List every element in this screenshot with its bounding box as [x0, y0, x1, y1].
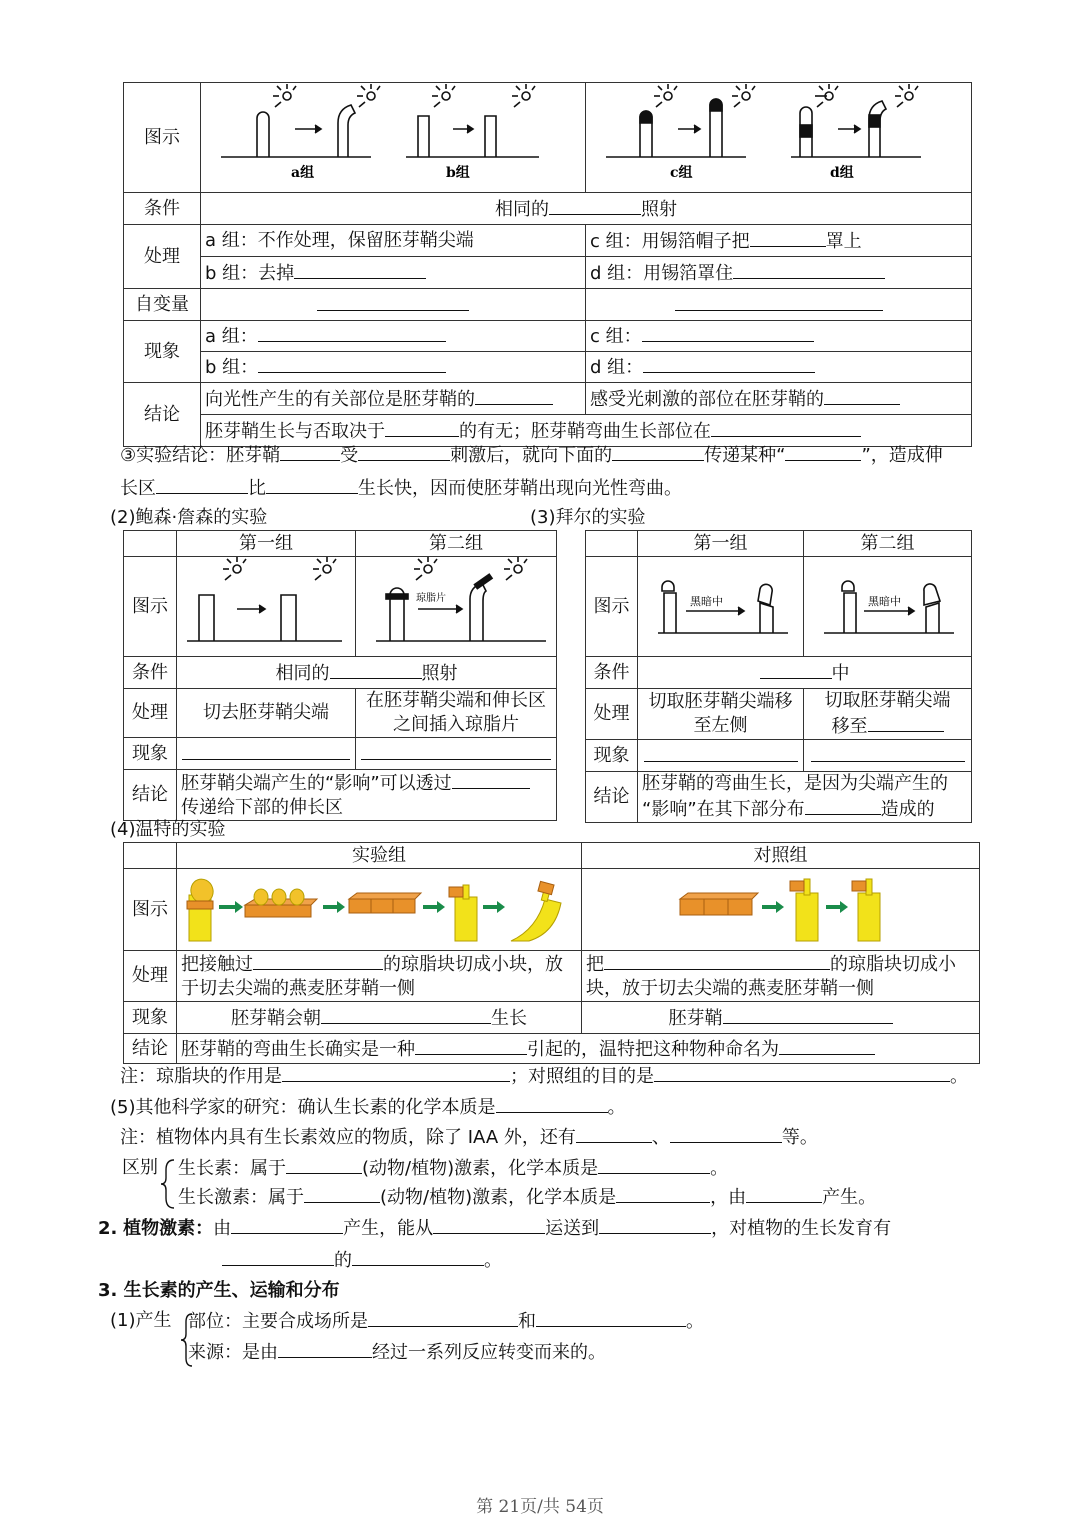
- blank[interactable]: [643, 354, 815, 373]
- blank[interactable]: [156, 475, 248, 494]
- blank[interactable]: [670, 1124, 782, 1143]
- blank[interactable]: [330, 660, 422, 679]
- blank[interactable]: [182, 741, 350, 760]
- went-row-phenomenon: 现象: [124, 1002, 177, 1034]
- went-ctrl-phenomenon: 胚芽鞘: [582, 1002, 980, 1034]
- paal-figure1-svg: [638, 557, 804, 649]
- blank[interactable]: [549, 196, 641, 215]
- paal-treatment2: 切取胚芽鞘尖端 移至: [804, 689, 972, 740]
- difference-label: 区别: [122, 1157, 158, 1178]
- blank[interactable]: [222, 1247, 334, 1266]
- boysen-group1-header: 第一组: [177, 531, 356, 557]
- condition-cell: 相同的 照射: [201, 193, 972, 225]
- treatment-b: b 组：去掉: [201, 257, 586, 289]
- blank[interactable]: [811, 743, 965, 762]
- blank[interactable]: [280, 442, 340, 461]
- went-exp-treatment: 把接触过 的琼脂块切成小块，放 于切去尖端的燕麦胚芽鞘一侧: [177, 951, 582, 1002]
- figure-cd: [586, 83, 972, 193]
- blank[interactable]: [868, 713, 944, 732]
- page-footer: 第 21页/共 54页: [476, 1497, 604, 1517]
- blank[interactable]: [415, 1036, 527, 1055]
- blank[interactable]: [294, 260, 426, 279]
- blank[interactable]: [258, 323, 446, 342]
- paal-row-figure: 图示: [586, 557, 638, 657]
- went-exp-figure: [177, 869, 582, 951]
- paal-figure1: [638, 557, 804, 657]
- blank[interactable]: [746, 1184, 822, 1203]
- section2-line2: 的 。: [222, 1247, 502, 1274]
- conclusion-1: 向光性产生的有关部位是胚芽鞘的: [201, 383, 586, 415]
- blank[interactable]: [452, 770, 530, 789]
- went-exp-header: 实验组: [177, 843, 582, 869]
- group-d-label: d组: [830, 165, 854, 181]
- blank[interactable]: [304, 1184, 380, 1203]
- paal-figure2-svg: [804, 557, 972, 649]
- blank[interactable]: [723, 1005, 893, 1024]
- boysen-row-treatment: 处理: [124, 689, 177, 738]
- blank[interactable]: [536, 1308, 686, 1327]
- blank[interactable]: [278, 1339, 372, 1358]
- went-exp-figure-svg: [177, 869, 582, 943]
- agar-label: 琼脂片: [416, 593, 446, 604]
- paal-title: (3)拜尔的实验: [530, 507, 646, 528]
- boysen-figure1-svg: [177, 557, 356, 649]
- blank[interactable]: [779, 1036, 875, 1055]
- blank[interactable]: [282, 1063, 510, 1082]
- blank[interactable]: [711, 418, 861, 437]
- blank[interactable]: [750, 228, 826, 247]
- note-other-scientists: (5)其他科学家的研究：确认生长素的化学本质是 。: [110, 1094, 626, 1121]
- paal-row-phenomenon: 现象: [586, 740, 638, 772]
- paal-conclusion: 胚芽鞘的弯曲生长，是因为尖端产生的 “影响”在其下部分布 造成的: [638, 772, 972, 823]
- went-ctrl-header: 对照组: [582, 843, 980, 869]
- paal-group1-header: 第一组: [638, 531, 804, 557]
- boysen-treatment1: 切去胚芽鞘尖端: [177, 689, 356, 738]
- variable-cd: [586, 289, 972, 321]
- blank[interactable]: [616, 1184, 710, 1203]
- paal-row-condition: 条件: [586, 657, 638, 689]
- blank[interactable]: [642, 323, 814, 342]
- blank[interactable]: [358, 442, 450, 461]
- boysen-row-figure: 图示: [124, 557, 177, 657]
- note-agar: 注：琼脂块的作用是 ；对照组的目的是 。: [120, 1063, 968, 1090]
- went-row-figure: 图示: [124, 869, 177, 951]
- blank[interactable]: [321, 1005, 491, 1024]
- boysen-row-phenomenon: 现象: [124, 738, 177, 770]
- dark-label: 黑暗中: [690, 595, 723, 608]
- went-row-conclusion: 结论: [124, 1034, 177, 1064]
- treatment-a: a 组：不作处理，保留胚芽鞘尖端: [201, 225, 586, 257]
- blank[interactable]: [385, 418, 459, 437]
- boysen-figure1: [177, 557, 356, 657]
- paal-figure2: [804, 557, 972, 657]
- boysen-condition: 相同的 照射: [177, 657, 557, 689]
- went-ctrl-treatment: 把 的琼脂块切成小 块，放于切去尖端的燕麦胚芽鞘一侧: [582, 951, 980, 1002]
- went-conclusion: 胚芽鞘的弯曲生长确实是一种 引起的，温特把这种物种命名为: [177, 1034, 980, 1064]
- blank[interactable]: [598, 1155, 710, 1174]
- blank[interactable]: [733, 260, 885, 279]
- phenomenon-a: a 组：: [201, 321, 586, 352]
- went-table: [123, 842, 980, 1064]
- paal-condition: 中: [638, 657, 972, 689]
- treatment-d: d 组：用锡箔罩住: [586, 257, 972, 289]
- treatment-c: c 组：用锡箔帽子把 罩上: [586, 225, 972, 257]
- went-row-treatment: 处理: [124, 951, 177, 1002]
- blank[interactable]: [654, 1063, 950, 1082]
- boysen-group2-header: 第二组: [356, 531, 557, 557]
- blank[interactable]: [266, 475, 358, 494]
- blank[interactable]: [785, 442, 861, 461]
- blank[interactable]: [760, 660, 832, 679]
- coleoptile-figure-ab: [201, 83, 586, 185]
- blank[interactable]: [258, 354, 446, 373]
- difference-auxin: 生长素：属于 (动物/植物)激素，化学本质是 。: [178, 1155, 728, 1182]
- production-source: 来源：是由 经过一系列反应转变而来的。: [188, 1339, 606, 1366]
- blank[interactable]: [368, 1308, 518, 1327]
- phenomenon-c: c 组：: [586, 321, 972, 352]
- paal-row-treatment: 处理: [586, 689, 638, 740]
- boysen-table: [123, 530, 557, 821]
- variable-ab: [201, 289, 586, 321]
- phenomenon-d: d 组：: [586, 352, 972, 383]
- boysen-row-condition: 条件: [124, 657, 177, 689]
- boysen-conclusion: 胚芽鞘尖端产生的“影响”可以透过 传递给下部的伸长区: [177, 770, 557, 821]
- brace-difference: [160, 1158, 178, 1210]
- paal-row-conclusion: 结论: [586, 772, 638, 823]
- difference-growth-hormone: 生长激素：属于 (动物/植物)激素，化学本质是 ，由 产生。: [178, 1184, 876, 1211]
- boysen-figure2-svg: [356, 557, 557, 649]
- dark-label-2: 黑暗中: [868, 595, 901, 608]
- conclusion-2: 感受光刺激的部位在胚芽鞘的: [586, 383, 972, 415]
- section2-line1: 2. 植物激素：由 产生，能从 运送到 ，对植物的生长发育有: [98, 1215, 891, 1242]
- blank[interactable]: [317, 292, 469, 311]
- blank[interactable]: [612, 442, 704, 461]
- phenomenon-b: b 组：: [201, 352, 586, 383]
- blank[interactable]: [576, 1124, 652, 1143]
- paal-treatment1: 切取胚芽鞘尖端移至左侧: [638, 689, 804, 740]
- boysen-row-conclusion: 结论: [124, 770, 177, 821]
- went-ctrl-figure-svg: [582, 869, 980, 943]
- boysen-treatment2: 在胚芽鞘尖端和伸长区之间插入琼脂片: [356, 689, 557, 738]
- blank[interactable]: [475, 386, 553, 405]
- row-label-condition: 条件: [124, 193, 201, 225]
- group-c-label: c组: [670, 165, 693, 181]
- blank[interactable]: [599, 1215, 711, 1234]
- row-label-conclusion: 结论: [124, 383, 201, 447]
- blank[interactable]: [644, 743, 798, 762]
- figure-ab: [201, 83, 586, 193]
- blank[interactable]: [253, 951, 383, 970]
- paal-table: [585, 530, 972, 823]
- experiment-conclusion-line2: 长区 比 生长快，因而使胚芽鞘出现向光性弯曲。: [120, 475, 682, 502]
- blank[interactable]: [361, 741, 551, 760]
- blank[interactable]: [286, 1155, 362, 1174]
- blank[interactable]: [352, 1247, 484, 1266]
- coleoptile-figure-cd: [586, 83, 972, 185]
- production-label: (1)产生: [110, 1310, 172, 1331]
- went-title: (4)温特的实验: [110, 819, 226, 840]
- blank[interactable]: [805, 796, 881, 815]
- note-iaa: 注：植物体内具有生长素效应的物质，除了 IAA 外，还有 、 等。: [120, 1124, 818, 1151]
- boysen-title: (2)鲍森·詹森的实验: [110, 507, 268, 528]
- production-site: 部位：主要合成场所是 和 。: [188, 1308, 704, 1335]
- row-label-figure: 图示: [124, 83, 201, 193]
- blank[interactable]: [433, 1215, 545, 1234]
- conclusion-3: 胚芽鞘生长与否取决于 的有无；胚芽鞘弯曲生长部位在: [201, 415, 972, 447]
- section3-title: 3. 生长素的产生、运输和分布: [98, 1280, 340, 1301]
- went-exp-phenomenon: 胚芽鞘会朝 生长: [177, 1002, 582, 1034]
- blank[interactable]: [604, 951, 830, 970]
- row-label-treatment: 处理: [124, 225, 201, 289]
- row-label-phenomenon: 现象: [124, 321, 201, 383]
- boysen-figure2: [356, 557, 557, 657]
- went-ctrl-figure: [582, 869, 980, 951]
- blank[interactable]: [231, 1215, 343, 1234]
- blank[interactable]: [824, 386, 900, 405]
- group-a-label: a组: [291, 165, 315, 181]
- darwin-table: [123, 82, 972, 447]
- group-b-label: b组: [446, 165, 470, 181]
- experiment-conclusion-line1: ③实验结论：胚芽鞘 受 刺激后，就向下面的 传递某种“ ”，造成伸: [120, 442, 943, 469]
- blank[interactable]: [675, 292, 883, 311]
- blank[interactable]: [496, 1094, 608, 1113]
- paal-group2-header: 第二组: [804, 531, 972, 557]
- row-label-variable: 自变量: [124, 289, 201, 321]
